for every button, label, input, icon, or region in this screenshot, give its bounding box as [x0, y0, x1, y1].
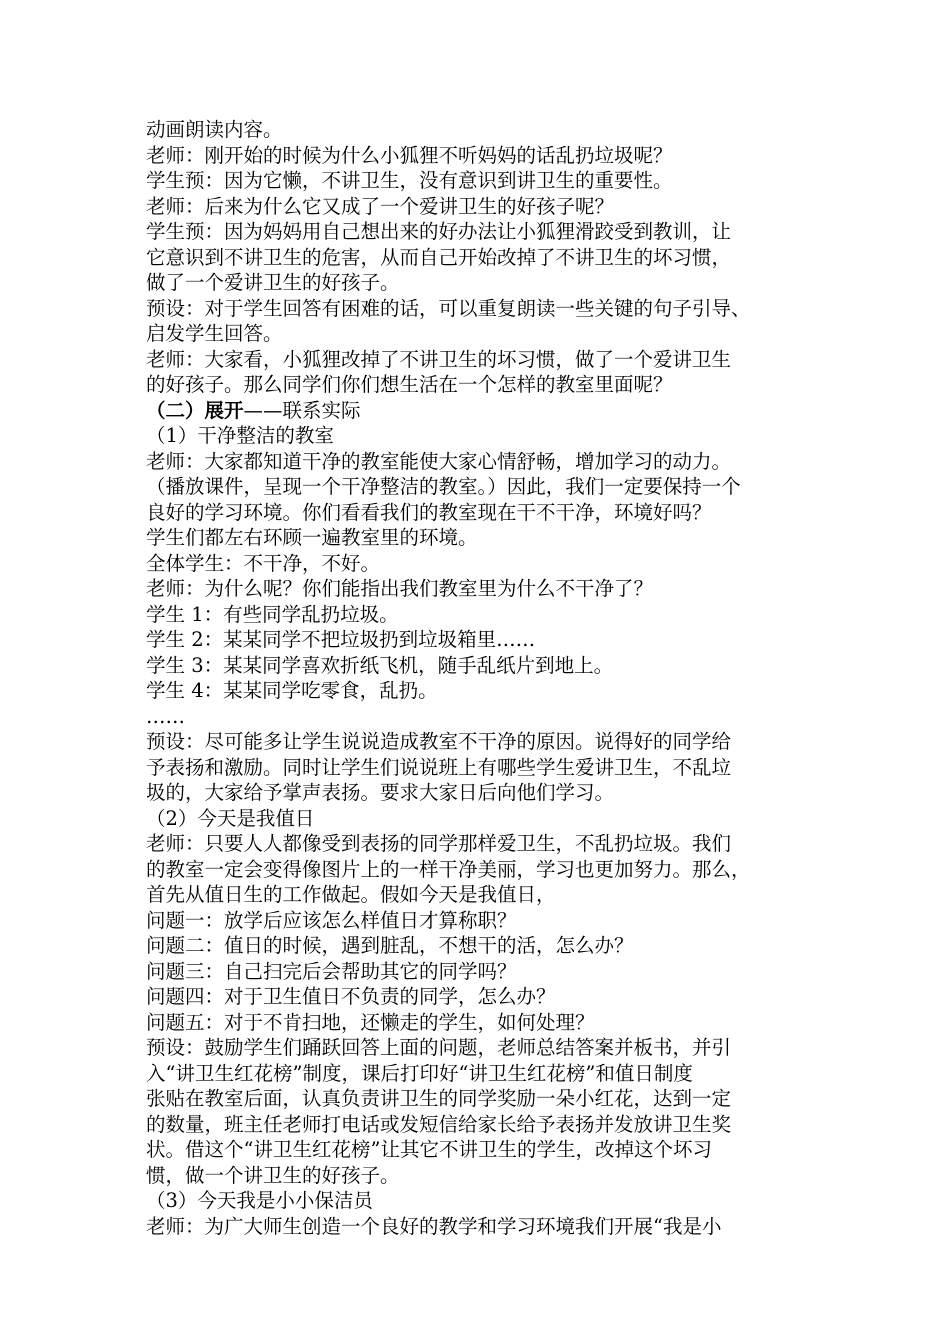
text-line: ……: [146, 704, 185, 728]
text-line: 做了一个爱讲卫生的好孩子。: [146, 271, 400, 294]
text-line: 老师：大家看，小狐狸改掉了不讲卫生的坏习惯，做了一个爱讲卫生: [146, 347, 732, 371]
text-line: 的教室一定会变得像图片上的一样干净美丽，学习也更加努力。那么，: [146, 857, 751, 881]
text-line: 动画朗读内容。: [146, 118, 283, 141]
text-line: 老师：后来为什么它又成了一个爱讲卫生的好孩子呢？: [146, 194, 615, 218]
text-line: 问题三：自己扫完后会帮助其它的同学吗？: [146, 959, 517, 983]
text-line: 预设：鼓励学生们踊跃回答上面的问题，老师总结答案并板书，并引: [146, 1036, 732, 1059]
text-line: 预设：对于学生回答有困难的话，可以重复朗读一些关键的句子引导、: [146, 296, 751, 320]
text-line: 问题五：对于不肯扫地，还懒走的学生，如何处理？: [146, 1010, 595, 1034]
section-heading-rest: ——联系实际: [243, 398, 361, 422]
section-heading-bold: （二）展开: [146, 398, 244, 422]
text-line: 学生预：因为它懒，不讲卫生，没有意识到讲卫生的重要性。: [146, 169, 673, 192]
text-line: 老师：只要人人都像受到表扬的同学那样爱卫生，不乱扔垃圾。我们: [146, 832, 732, 855]
document-page: [146, 117, 816, 1239]
subsection-title: （3）今天我是小小保洁员: [146, 1189, 373, 1212]
text-line: 学生 3：某某同学喜欢折纸飞机，随手乱纸片到地上。: [146, 653, 614, 677]
text-line: 的好孩子。那么同学们你们想生活在一个怎样的教室里面呢？: [146, 373, 673, 396]
text-line: 的数量，班主任老师打电话或发短信给家长给予表扬并发放讲卫生奖: [146, 1112, 732, 1136]
text-line: 全体学生：不干净，不好。: [146, 551, 381, 575]
text-line: 学生预：因为妈妈用自己想出来的好办法让小狐狸滑跤受到教训，让: [146, 220, 732, 243]
text-line: 老师：为广大师生创造一个良好的教学和学习环境我们开展“我是小: [146, 1214, 722, 1238]
text-line: 老师：大家都知道干净的教室能使大家心情舒畅，增加学习的动力。: [146, 449, 732, 473]
text-line: 预设：尽可能多让学生说说造成教室不干净的原因。说得好的同学给: [146, 730, 732, 753]
text-line: 惯，做一个讲卫生的好孩子。: [146, 1163, 400, 1187]
subsection-title: （2）今天是我值日: [146, 806, 315, 830]
text-line: 入“讲卫生红花榜”制度，课后打印好“讲卫生红花榜”和值日制度: [146, 1061, 693, 1085]
text-line: 老师：为什么呢？你们能指出我们教室里为什么不干净了？: [146, 577, 654, 600]
text-line: 学生们都左右环顾一遍教室里的环境。: [146, 526, 478, 549]
text-line: 学生 1：有些同学乱扔垃圾。: [146, 602, 399, 626]
text-line: （播放课件，呈现一个干净整洁的教室。）因此，我们一定要保持一个: [146, 475, 741, 498]
text-line: 予表扬和激励。同时让学生们说说班上有哪些学生爱讲卫生，不乱垃: [146, 755, 732, 779]
text-line: 问题二：值日的时候，遇到脏乱，不想干的活，怎么办？: [146, 934, 634, 957]
text-line: 问题一：放学后应该怎么样值日才算称职？: [146, 908, 517, 932]
text-line: 老师：刚开始的时候为什么小狐狸不听妈妈的话乱扔垃圾呢？: [146, 143, 673, 167]
text-line: 圾的，大家给予掌声表扬。要求大家日后向他们学习。: [146, 781, 615, 804]
text-line: 首先从值日生的工作做起。假如今天是我值日，: [146, 883, 556, 906]
text-line: 启发学生回答。: [146, 322, 283, 345]
text-line: 问题四：对于卫生值日不负责的同学，怎么办？: [146, 985, 556, 1008]
text-line: 张贴在教室后面，认真负责讲卫生的同学奖励一朵小红花，达到一定: [146, 1087, 732, 1110]
text-line: 状。借这个“讲卫生红花榜”让其它不讲卫生的学生，改掉这个坏习: [146, 1138, 712, 1161]
text-line: 学生 2：某某同学不把垃圾扔到垃圾箱里……: [146, 628, 536, 651]
section-heading: [146, 398, 816, 424]
text-line: 良好的学习环境。你们看看我们的教室现在干不干净，环境好吗？: [146, 500, 712, 524]
text-line: 它意识到不讲卫生的危害，从而自己开始改掉了不讲卫生的坏习惯，: [146, 245, 732, 269]
subsection-title: （1）干净整洁的教室: [146, 424, 334, 447]
text-line: 学生 4：某某同学吃零食，乱扔。: [146, 679, 438, 702]
